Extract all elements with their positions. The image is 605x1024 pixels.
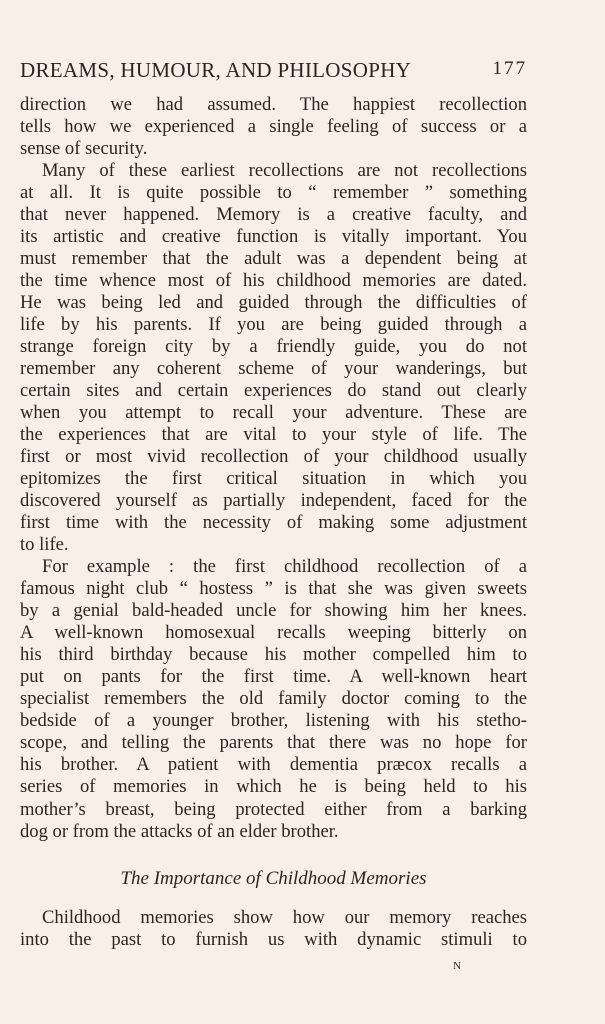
text-line: strange foreign city by a friendly guide, you do not: [20, 336, 527, 358]
text-line: discovered yourself as partially independent, faced for the: [20, 490, 527, 512]
paragraph: [20, 160, 527, 556]
running-header: [20, 58, 527, 83]
section-text: [20, 906, 527, 950]
text-line: He was being led and guided through the difficulties of: [20, 292, 527, 314]
text-line: epitomizes the first critical situation in which you: [20, 468, 527, 490]
text-line: remember any coherent scheme of your wanderings, but: [20, 358, 527, 380]
section-heading: The Importance of Childhood Memories: [120, 868, 427, 889]
paragraph: [20, 94, 527, 160]
text-line: his third birthday because his mother compelled him to: [20, 644, 527, 666]
text-line: first or most vivid recollection of your childhood usually: [20, 446, 527, 468]
text-line: famous night club “ hostess ” is that she was given sweets: [20, 578, 527, 600]
text-line: put on pants for the first time. A well-known heart: [20, 666, 527, 688]
text-line: Many of these earliest recollections are not recollections: [42, 160, 527, 182]
text-line: dog or from the attacks of an elder brother.: [20, 820, 339, 842]
signature-mark: N: [453, 960, 461, 972]
text-line: direction we had assumed. The happiest recollection: [20, 94, 527, 115]
paragraph: [20, 556, 527, 842]
text-line: Childhood memories show how our memory reaches: [42, 907, 527, 928]
text-line: the experiences that are vital to your style of life. The: [20, 424, 527, 446]
text-line: his brother. A patient with dementia præcox recalls a: [20, 754, 527, 776]
text-line: the time whence most of his childhood memories are dated.: [20, 270, 527, 292]
text-line: must remember that the adult was a dependent being at: [20, 248, 527, 270]
text-line: to life.: [20, 534, 69, 556]
running-title: DREAMS, HUMOUR, AND PHILOSOPHY: [20, 58, 412, 82]
text-line: specialist remembers the old family doctor coming to the: [20, 688, 527, 710]
text-line: at all. It is quite possible to “ remember ” something: [20, 182, 527, 204]
body-text: [20, 94, 527, 843]
text-line: into the past to furnish us with dynamic stimuli to: [20, 929, 527, 951]
text-line: that never happened. Memory is a creative faculty, and: [20, 204, 527, 226]
text-line: For example : the first childhood recollection of a: [42, 556, 527, 578]
text-line: first time with the necessity of making some adjustment: [20, 512, 527, 534]
text-line: sense of security.: [20, 138, 148, 160]
text-line: by a genial bald-headed uncle for showing him her knees.: [20, 600, 527, 622]
text-line: certain sites and certain experiences do stand out clearly: [20, 380, 527, 402]
text-line: tells how we experienced a single feeling of success or a: [20, 116, 527, 138]
text-line: A well-known homosexual recalls weeping bitterly on: [20, 622, 527, 644]
page-number: 177: [492, 58, 527, 79]
text-line: when you attempt to recall your adventure. These are: [20, 402, 527, 424]
text-line: series of memories in which he is being held to his: [20, 776, 527, 798]
text-line: bedside of a younger brother, listening with his stetho-: [20, 710, 527, 732]
text-line: life by his parents. If you are being guided through a: [20, 314, 527, 336]
text-line: mother’s breast, being protected either from a barking: [20, 798, 527, 820]
text-line: its artistic and creative function is vitally important. You: [20, 226, 527, 248]
text-line: scope, and telling the parents that there was no hope for: [20, 732, 527, 754]
